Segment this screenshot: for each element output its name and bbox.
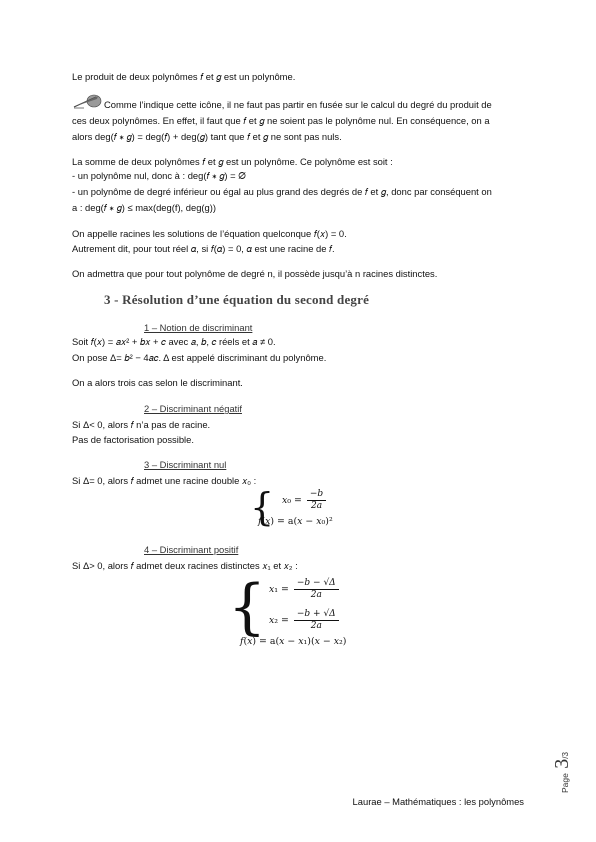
page-number xyxy=(545,735,575,795)
equation-x2: 𝑥₂ = $\frac{\text{−𝑏 + √Δ}}{\text{2𝑎}}$ xyxy=(269,609,341,632)
text-line: Si Δ> 0, alors 𝑓 admet deux racines distinctes 𝑥₁ et 𝑥₂ : xyxy=(72,560,298,571)
subsection-title: 1 – Notion de discriminant xyxy=(144,322,253,333)
fraction: $\frac{\text{−𝑏}}{\text{2𝑎}}$ xyxy=(307,489,326,512)
equation-factorisation: 𝑓(𝑥) = a(𝑥 − 𝑥₁)(𝑥 − 𝑥₂) xyxy=(240,636,347,647)
subsection-title: 3 – Discriminant nul xyxy=(144,459,227,470)
text-line: On appelle racines les solutions de l’équation quelconque 𝑓(𝑥) = 0. xyxy=(72,228,347,239)
subsection-title: 2 – Discriminant négatif xyxy=(144,403,242,414)
text-line: - un polynôme de degré inférieur ou égal au plus grand des degrés de 𝑓 et 𝑔, donc par conséquent on xyxy=(72,186,492,197)
rocket-icon xyxy=(72,90,104,110)
page-total: /3 xyxy=(561,752,570,759)
text-line: Le produit de deux polynômes 𝑓 et 𝑔 est un polynôme. xyxy=(72,71,296,82)
fraction: $\frac{\text{−𝑏 + √Δ}}{\text{2𝑎}}$ xyxy=(294,609,339,632)
text-line: On a alors trois cas selon le discriminant. xyxy=(72,377,243,388)
section-title: 3 - Résolution d’une équation du second degré xyxy=(104,292,370,307)
subsection-title: 4 – Discriminant positif xyxy=(144,544,239,555)
text-line: Si Δ< 0, alors 𝑓 n’a pas de racine. xyxy=(72,419,211,430)
text-line: Comme l’indique cette icône, il ne faut pas partir en fusée sur le calcul du degré du produit de xyxy=(104,99,492,110)
text-line: - un polynôme nul, donc à : deg(𝑓 ∗ 𝑔) = ∅ xyxy=(72,170,246,181)
page-footer: Laurae – Mathématiques : les polynômes xyxy=(352,796,524,807)
equation-x0: 𝑥₀ = $\frac{\text{−𝑏}}{\text{2𝑎}}$ xyxy=(282,489,328,512)
text-line: alors deg(𝑓 ∗ 𝑔) = deg(𝑓) + deg(𝑔) tant que 𝑓 et 𝑔 ne sont pas nuls. xyxy=(72,131,342,142)
text-line: Soit 𝑓(𝑥) = 𝑎𝑥² + 𝑏𝑥 + 𝑐 avec 𝑎, 𝑏, 𝑐 réels et 𝑎 ≠ 0. xyxy=(72,336,276,347)
equation-factorisation: 𝑓(𝑥) = a(𝑥 − 𝑥₀)² xyxy=(258,516,333,527)
text-line: La somme de deux polynômes 𝑓 et 𝑔 est un polynôme. Ce polynôme est soit : xyxy=(72,156,393,167)
left-brace: { xyxy=(228,572,267,642)
fraction: $\frac{\text{−𝑏 − √Δ}}{\text{2𝑎}}$ xyxy=(294,578,339,601)
text-line: ces deux polynômes. En effet, il faut que 𝑓 et 𝑔 ne soient pas le polynôme nul. En conséquence, on a xyxy=(72,115,490,126)
page-current: 3 xyxy=(551,758,573,769)
text-line: a : deg(𝑓 ∗ 𝑔) ≤ max(deg(f), deg(g)) xyxy=(72,202,216,213)
page-label: Page xyxy=(560,773,570,793)
text-line: On pose Δ= 𝑏² − 4𝑎𝑐. Δ est appelé discriminant du polynôme. xyxy=(72,352,327,363)
text-line: On admettra que pour tout polynôme de degré n, il possède jusqu’à n racines distinctes. xyxy=(72,268,438,279)
text-line: Pas de factorisation possible. xyxy=(72,434,194,445)
text-line: Si Δ= 0, alors 𝑓 admet une racine double 𝑥₀ : xyxy=(72,475,257,486)
text-line: Autrement dit, pour tout réel 𝛼, si 𝑓(𝛼) = 0, 𝛼 est une racine de 𝑓. xyxy=(72,243,335,254)
equation-x1: 𝑥₁ = $\frac{\text{−𝑏 − √Δ}}{\text{2𝑎}}$ xyxy=(269,578,341,601)
left-brace: { xyxy=(250,485,275,529)
